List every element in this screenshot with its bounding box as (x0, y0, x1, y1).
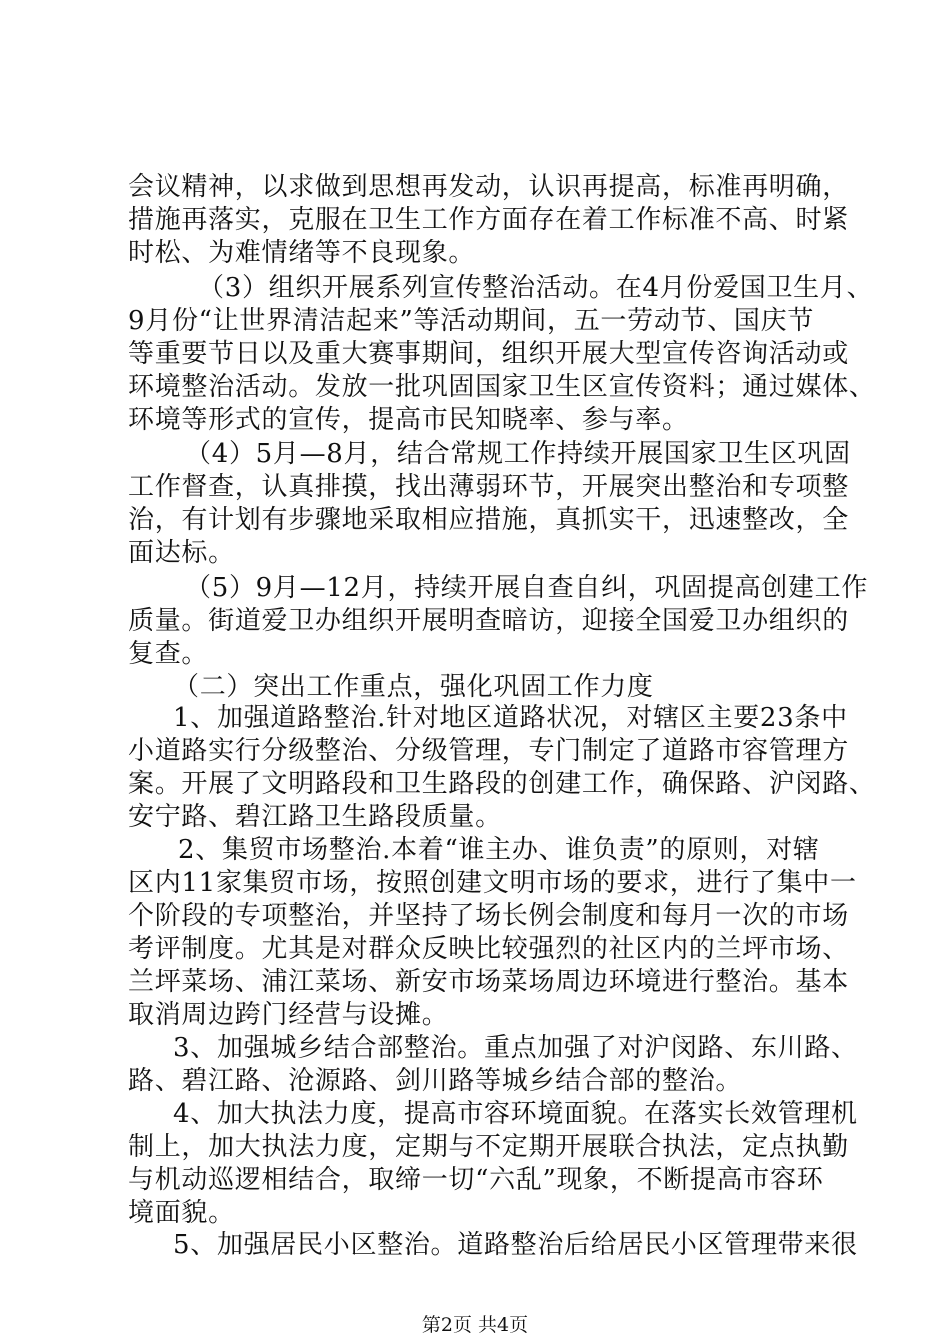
text-line: （3）组织开展系列宣传整治活动。在4月份爱国卫生月、 (198, 273, 874, 303)
text-line: 2、集贸市场整治.本着“谁主办、谁负责”的原则，对辖 (178, 835, 820, 865)
section-heading: （二）突出工作重点，强化巩固工作力度 (173, 672, 654, 702)
text-line: 时松、为难情绪等不良现象。 (128, 238, 476, 268)
text-line: 等重要节日以及重大赛事期间，组织开展大型宣传咨询活动或 (128, 339, 849, 369)
text-line: 环境等形式的宣传，提高市民知晓率、参与率。 (128, 405, 689, 435)
text-line: 面达标。 (128, 538, 235, 568)
text-line: （5）9月—12月，持续开展自查自纠，巩固提高创建工作 (185, 573, 869, 603)
text-line: 制上，加大执法力度，定期与不定期开展联合执法，定点执勤 (128, 1132, 849, 1162)
text-line: 取消周边跨门经营与设摊。 (128, 1000, 449, 1030)
text-line: 9月份“让世界清洁起来”等活动期间，五一劳动节、国庆节 (128, 306, 815, 336)
text-line: 1、加强道路整治.针对地区道路状况，对辖区主要23条中 (173, 703, 848, 733)
text-line: 会议精神，以求做到思想再发动，认识再提高，标准再明确， (128, 172, 849, 202)
text-line: 4、加大执法力度，提高市容环境面貌。在落实长效管理机 (173, 1099, 858, 1129)
text-line: 复查。 (128, 639, 209, 669)
text-line: （4）5月—8月，结合常规工作持续开展国家卫生区巩固 (185, 439, 851, 469)
text-line: 5、加强居民小区整治。道路整治后给居民小区管理带来很 (173, 1230, 858, 1260)
text-line: 措施再落实，克服在卫生工作方面存在着工作标准不高、时紧 (128, 205, 849, 235)
text-line: 考评制度。尤其是对群众反映比较强烈的社区内的兰坪市场、 (128, 934, 849, 964)
text-line: 路、碧江路、沧源路、剑川路等城乡结合部的整治。 (128, 1066, 743, 1096)
text-line: 安宁路、碧江路卫生路段质量。 (128, 802, 502, 832)
page-footer: 第2页 共4页 (421, 1314, 529, 1336)
text-line: 小道路实行分级整治、分级管理，专门制定了道路市容管理方 (128, 736, 849, 766)
text-line: 治，有计划有步骤地采取相应措施，真抓实干，迅速整改，全 (128, 505, 849, 535)
text-line: 个阶段的专项整治，并坚持了场长例会制度和每月一次的市场 (128, 901, 849, 931)
text-line: 3、加强城乡结合部整治。重点加强了对沪闵路、东川路、 (173, 1033, 858, 1063)
text-line: 质量。街道爱卫办组织开展明查暗访，迎接全国爱卫办组织的 (128, 606, 849, 636)
text-line: 与机动巡逻相结合，取缔一切“六乱”现象，不断提高市容环 (128, 1165, 824, 1195)
text-line: 工作督查，认真排摸，找出薄弱环节，开展突出整治和专项整 (128, 472, 849, 502)
text-line: 兰坪菜场、浦江菜场、新安市场菜场周边环境进行整治。基本 (128, 967, 849, 997)
text-line: 境面貌。 (128, 1198, 235, 1228)
text-line: 案。开展了文明路段和卫生路段的创建工作，确保路、沪闵路、 (128, 769, 876, 799)
text-line: 环境整治活动。发放一批巩固国家卫生区宣传资料；通过媒体、 (128, 372, 876, 402)
text-line: 区内11家集贸市场，按照创建文明市场的要求，进行了集中一 (128, 868, 857, 898)
